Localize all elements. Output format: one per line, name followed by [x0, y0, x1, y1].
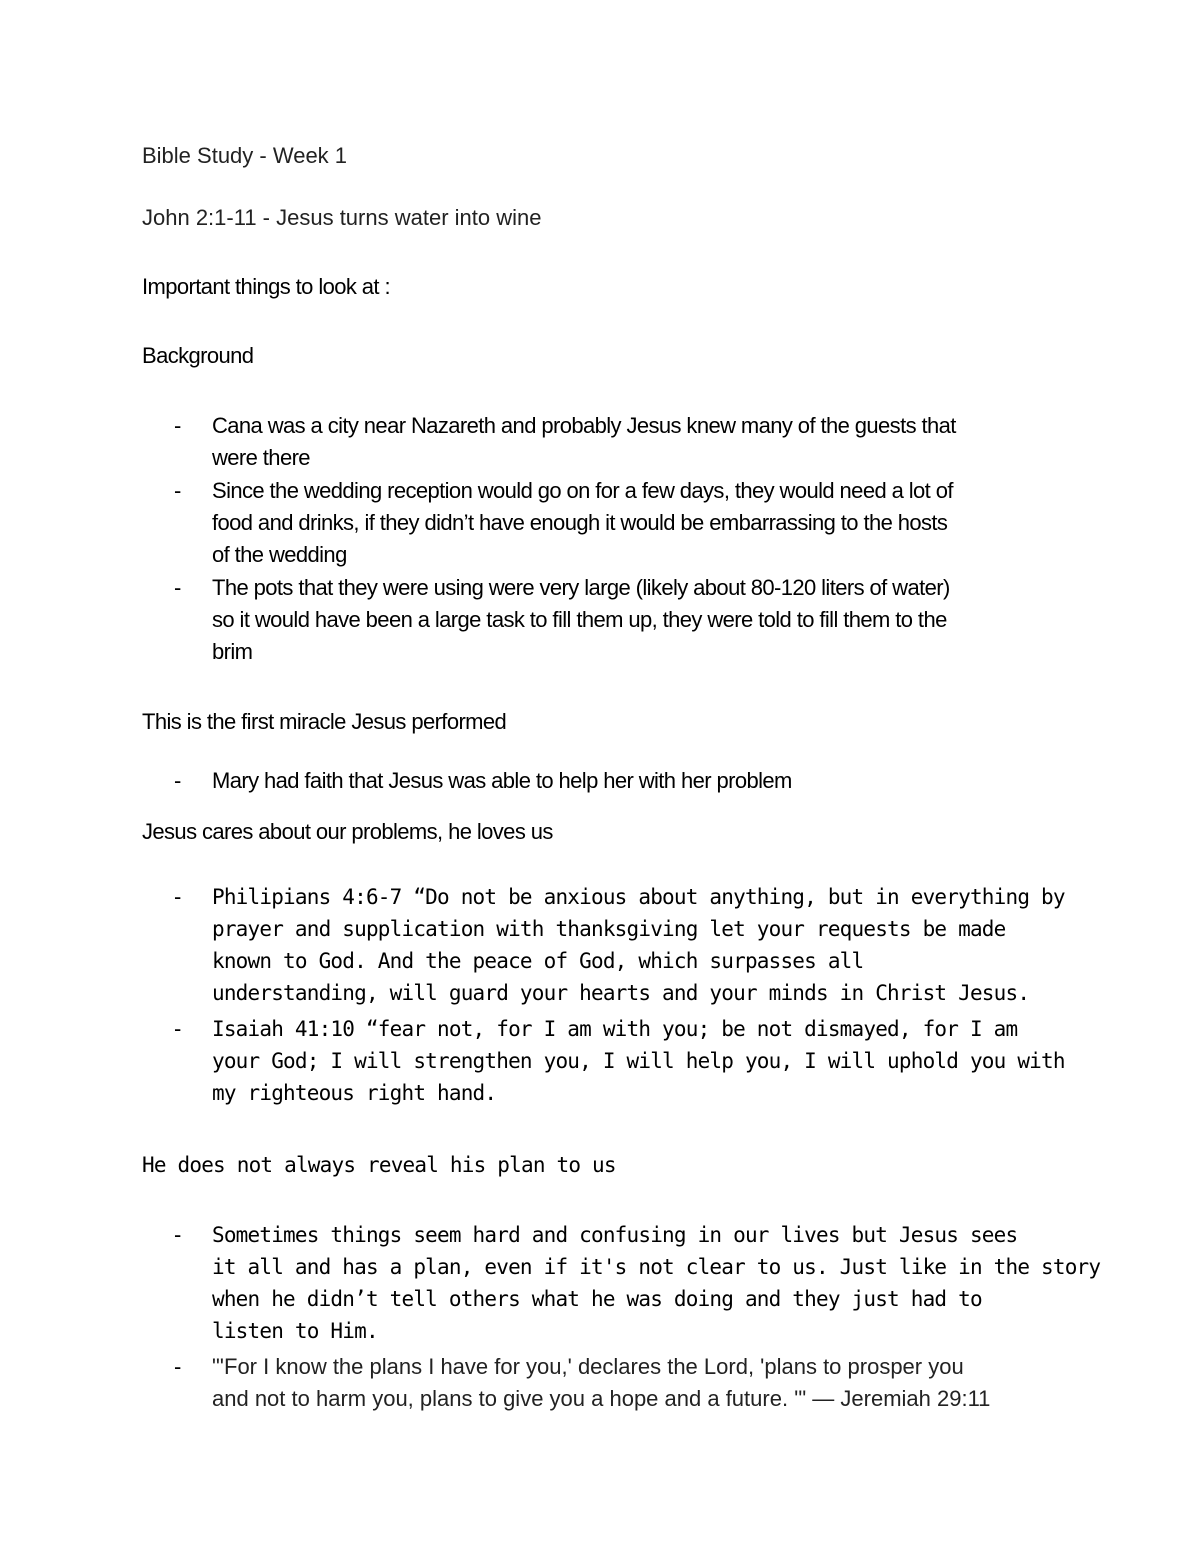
- bullet-item: [212, 1013, 1072, 1109]
- bullet-marker: -: [174, 768, 182, 793]
- bullet-item: [212, 475, 1072, 571]
- bullet-line: were there: [212, 445, 310, 470]
- section-heading-plan: He does not always reveal his plan to us: [142, 1153, 616, 1177]
- bullet-line: brim: [212, 639, 253, 664]
- document-title: Bible Study - Week 1: [142, 143, 348, 168]
- bullet-item: [212, 572, 1072, 668]
- bullet-line: listen to Him.: [212, 1319, 378, 1343]
- section-heading-jesus-cares: Jesus cares about our problems, he loves us: [142, 819, 553, 844]
- bullet-marker: -: [174, 1354, 182, 1379]
- bullet-line: Philipians 4:6-7 “Do not be anxious about anything, but in everything by: [212, 885, 1065, 909]
- bullet-line: Sometimes things seem hard and confusing in our lives but Jesus sees: [212, 1223, 1018, 1247]
- bullet-marker: -: [174, 478, 182, 503]
- bullet-line: prayer and supplication with thanksgiving let your requests be made: [212, 917, 1006, 941]
- bullet-marker: -: [174, 884, 182, 909]
- bullet-marker: -: [174, 413, 182, 438]
- bullet-line: known to God. And the peace of God, which surpasses all: [212, 949, 864, 973]
- bullet-line: my righteous right hand.: [212, 1081, 497, 1105]
- bullet-line: Isaiah 41:10 “fear not, for I am with you; be not dismayed, for I am: [212, 1017, 1018, 1041]
- bullet-line: understanding, will guard your hearts and your minds in Christ Jesus.: [212, 981, 1030, 1005]
- bullet-line: "'For I know the plans I have for you,' declares the Lord, 'plans to prosper you: [212, 1354, 964, 1379]
- bullet-item: [212, 1219, 1101, 1347]
- bullet-marker: -: [174, 1016, 182, 1041]
- section-heading-first-miracle: This is the first miracle Jesus performed: [142, 709, 507, 734]
- passage-reference: John 2:1-11 - Jesus turns water into wine: [142, 205, 542, 230]
- bullet-marker: -: [174, 1222, 182, 1247]
- bullet-marker: -: [174, 575, 182, 600]
- bullet-line: Mary had faith that Jesus was able to help her with her problem: [212, 768, 792, 793]
- intro-text: Important things to look at :: [142, 274, 390, 299]
- bullet-line: and not to harm you, plans to give you a hope and a future. '" — Jeremiah 29:11: [212, 1386, 991, 1411]
- section-heading-background: Background: [142, 343, 254, 368]
- bullet-item: [212, 410, 1072, 474]
- bullet-line: food and drinks, if they didn’t have enough it would be embarrassing to the hosts: [212, 510, 948, 535]
- bullet-line: so it would have been a large task to fill them up, they were told to fill them to the: [212, 607, 947, 632]
- bullet-line: when he didn’t tell others what he was doing and they just had to: [212, 1287, 982, 1311]
- bullet-line: of the wedding: [212, 542, 347, 567]
- bullet-item: [212, 881, 1072, 1009]
- bullet-line: your God; I will strengthen you, I will help you, I will uphold you with: [212, 1049, 1065, 1073]
- bullet-item: [212, 1351, 1072, 1415]
- bullet-line: Cana was a city near Nazareth and probably Jesus knew many of the guests that: [212, 413, 956, 438]
- bullet-line: Since the wedding reception would go on for a few days, they would need a lot of: [212, 478, 953, 503]
- bullet-line: The pots that they were using were very large (likely about 80-120 liters of water): [212, 575, 950, 600]
- bullet-item: [212, 765, 1072, 797]
- bullet-line: it all and has a plan, even if it's not clear to us. Just like in the story: [212, 1255, 1101, 1279]
